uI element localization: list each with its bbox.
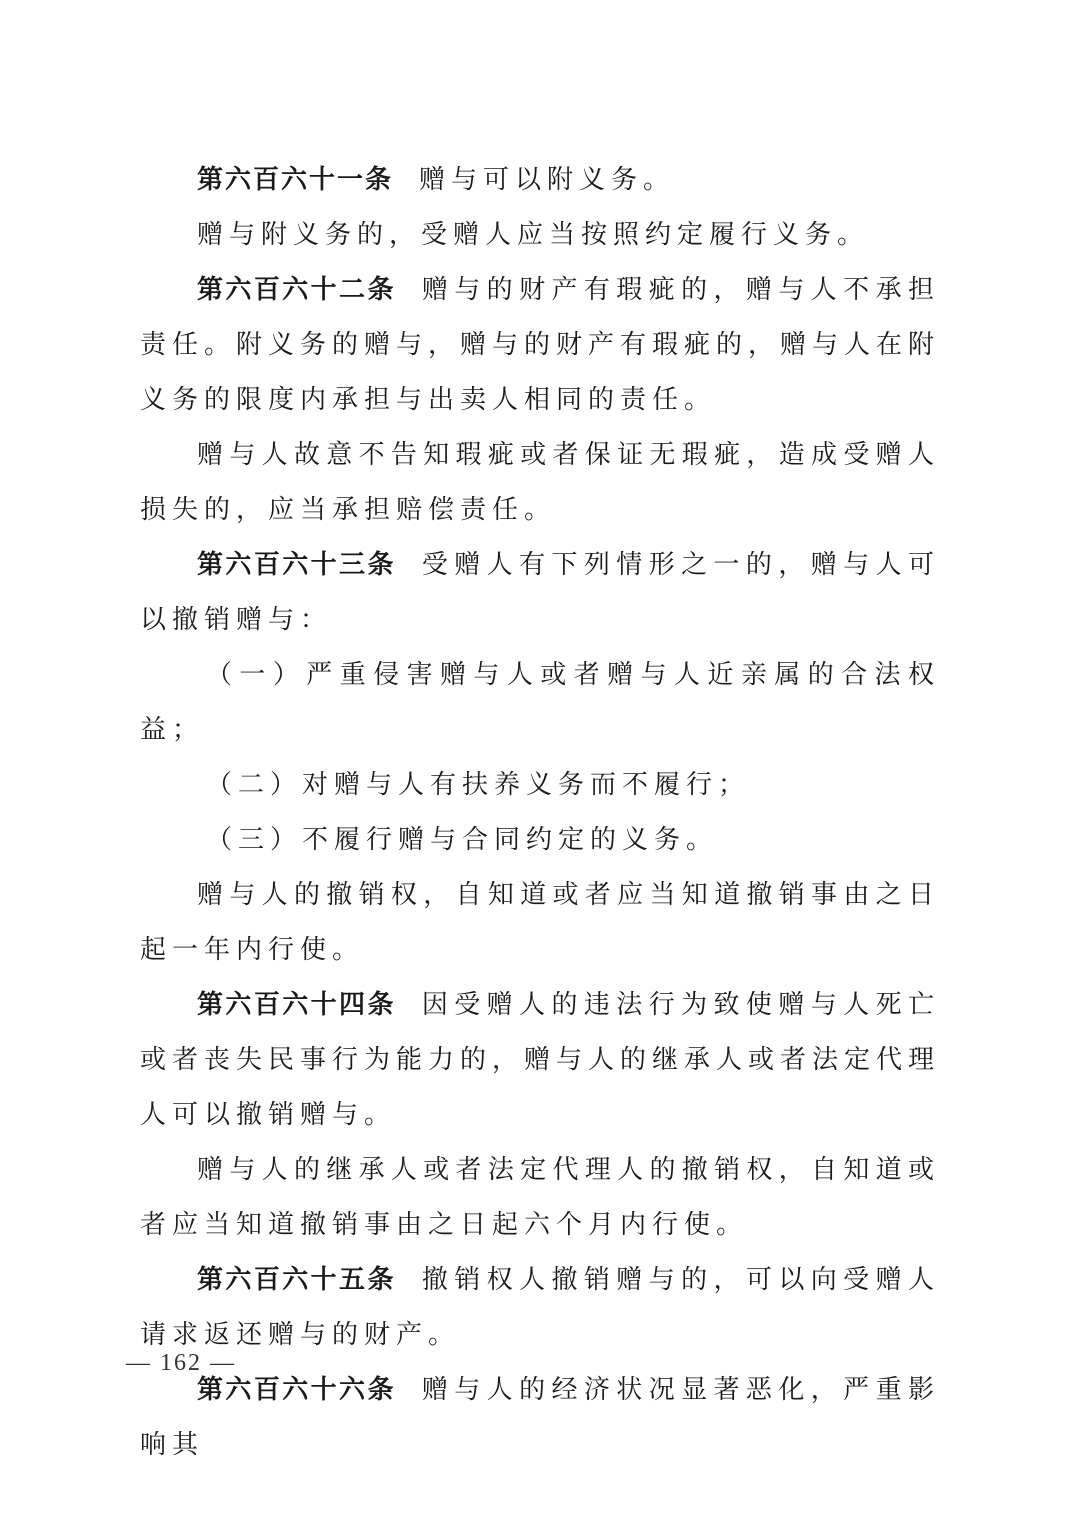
- paragraph: [140, 428, 940, 538]
- list-item: [140, 758, 940, 813]
- article-665: [140, 1253, 940, 1363]
- paragraph-text: 赠与附义务的，受赠人应当按照约定履行义务。: [197, 220, 870, 250]
- article-666: [140, 1363, 940, 1473]
- paragraph-text: 赠与人的撤销权，自知道或者应当知道撤销事由之日起一年内行使。: [140, 880, 940, 965]
- document-body: [140, 153, 940, 1473]
- article-text: 赠与的财产有瑕疵的，赠与人不承担责任。附义务的赠与，赠与的财产有瑕疵的，赠与人在附义务的限度内承担与出卖人相同的责任。: [140, 275, 941, 415]
- article-662: [140, 263, 940, 428]
- page-number: — 162 —: [126, 1350, 236, 1376]
- list-item-text: （一）严重侵害赠与人或者赠与人近亲属的合法权益；: [140, 660, 940, 745]
- list-item-text: （三）不履行赠与合同约定的义务。: [206, 825, 719, 855]
- list-item-text: （二）对赠与人有扶养义务而不履行；: [206, 770, 751, 800]
- paragraph-text: 赠与人的继承人或者法定代理人的撤销权，自知道或者应当知道撤销事由之日起六个月内行使。: [140, 1155, 940, 1240]
- article-text: 赠与人的经济状况显著恶化，严重影响其: [140, 1375, 940, 1460]
- list-item: [140, 813, 940, 868]
- article-heading: 第六百六十一条: [197, 165, 394, 195]
- article-663: [140, 538, 940, 648]
- article-text: 撤销权人撤销赠与的，可以向受赠人请求返还赠与的财产。: [140, 1265, 940, 1350]
- paragraph: [140, 1143, 940, 1253]
- article-heading: 第六百六十二条: [197, 275, 396, 305]
- article-heading: 第六百六十六条: [197, 1375, 396, 1405]
- article-text: 赠与可以附义务。: [419, 165, 676, 195]
- article-heading: 第六百六十三条: [197, 550, 396, 580]
- article-664: [140, 978, 940, 1143]
- article-heading: 第六百六十四条: [197, 990, 396, 1020]
- list-item: [140, 648, 940, 758]
- article-text: 受赠人有下列情形之一的，赠与人可以撤销赠与：: [140, 550, 940, 635]
- article-text: 因受赠人的违法行为致使赠与人死亡或者丧失民事行为能力的，赠与人的继承人或者法定代理人可以撤销赠与。: [140, 990, 941, 1130]
- paragraph: [140, 208, 940, 263]
- paragraph: [140, 868, 940, 978]
- article-661: [140, 153, 940, 208]
- paragraph-text: 赠与人故意不告知瑕疵或者保证无瑕疵，造成受赠人损失的，应当承担赔偿责任。: [140, 440, 940, 525]
- article-heading: 第六百六十五条: [197, 1265, 396, 1295]
